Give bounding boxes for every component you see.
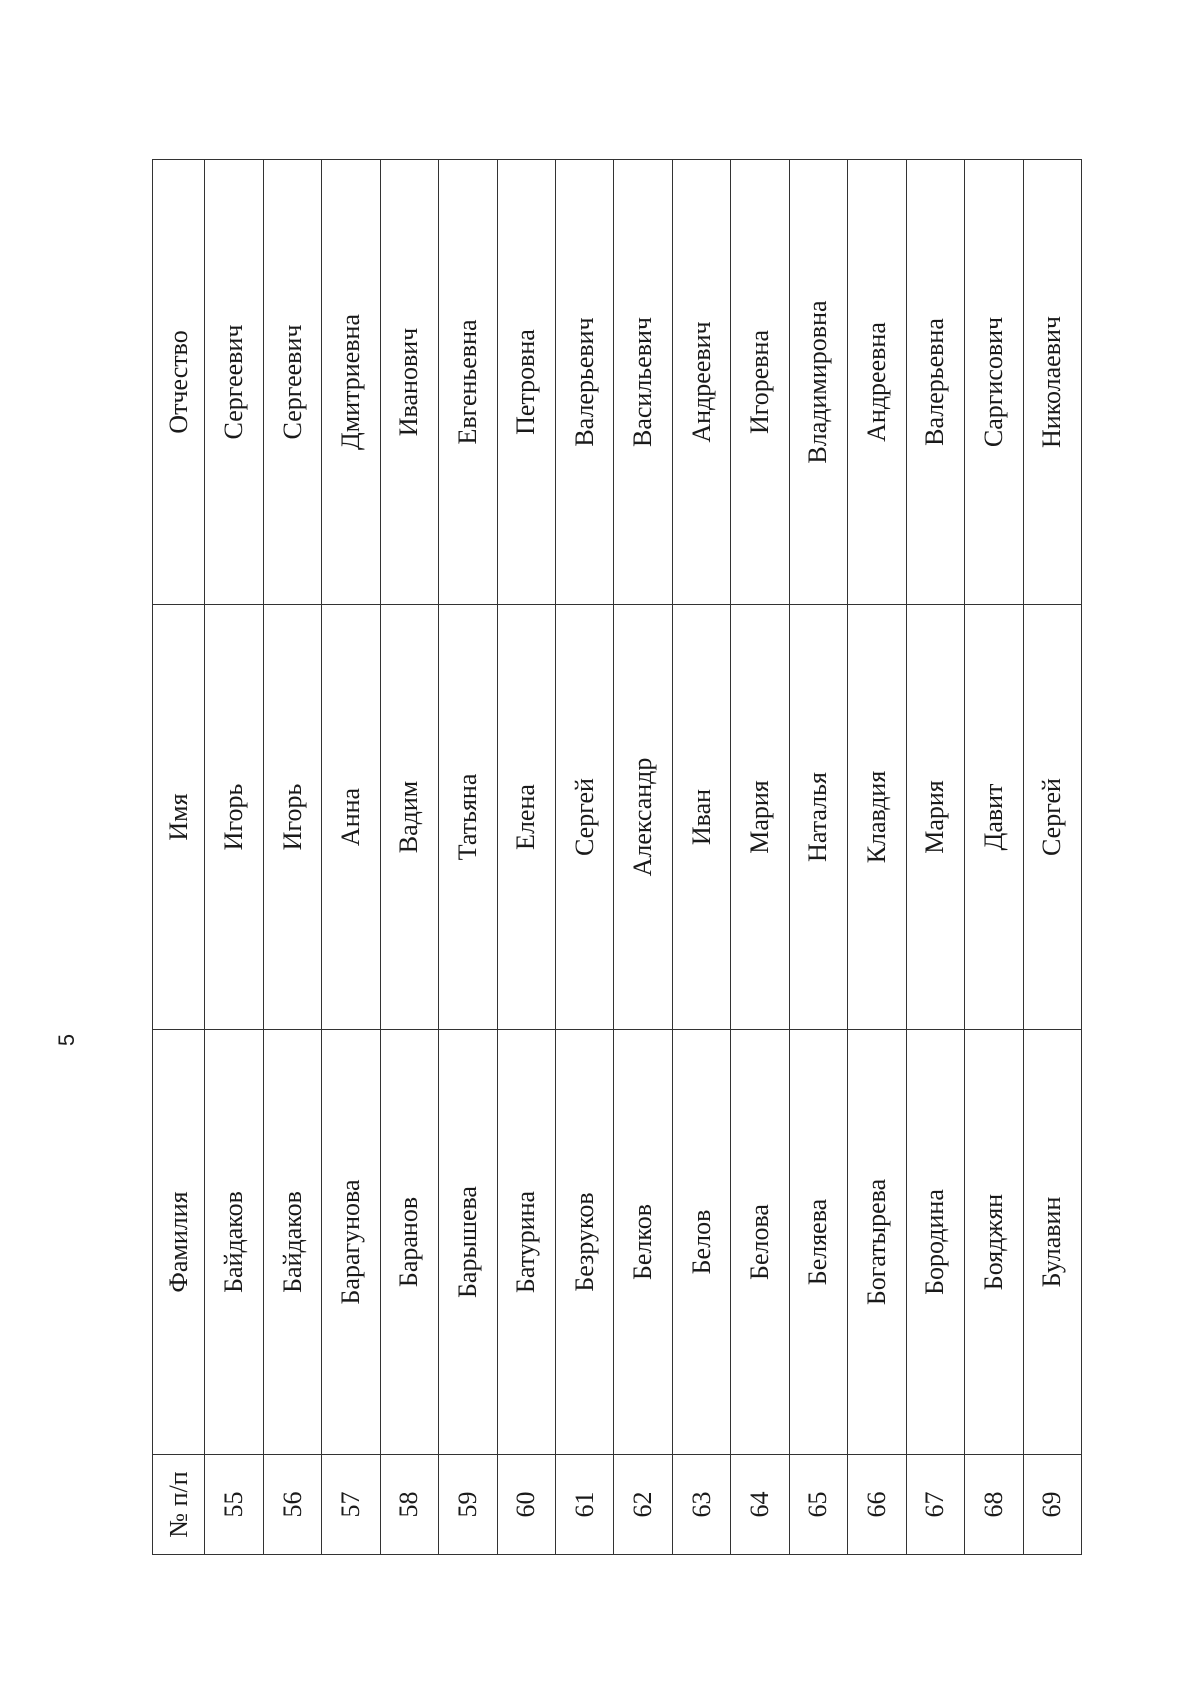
- cell-number: 64: [731, 1455, 789, 1555]
- cell-middle-name: Дмитриевна: [322, 160, 380, 605]
- table-row: [789, 160, 847, 1555]
- cell-middle-name: Андреевна: [848, 160, 906, 605]
- header-number: № п/п: [153, 1455, 205, 1555]
- header-middle-name: Отчество: [153, 160, 205, 605]
- cell-number: 67: [906, 1455, 964, 1555]
- cell-last-name: Баранов: [380, 1030, 438, 1455]
- cell-last-name: Бояджян: [965, 1030, 1023, 1455]
- cell-last-name: Беляева: [789, 1030, 847, 1455]
- table-header-row: [153, 160, 205, 1555]
- cell-number: 65: [789, 1455, 847, 1555]
- cell-number: 59: [439, 1455, 497, 1555]
- cell-first-name: Наталья: [789, 605, 847, 1030]
- cell-middle-name: Владимировна: [789, 160, 847, 605]
- cell-middle-name: Саргисович: [965, 160, 1023, 605]
- table-row: [672, 160, 730, 1555]
- table-row: [263, 160, 321, 1555]
- cell-first-name: Игорь: [263, 605, 321, 1030]
- cell-last-name: Бородина: [906, 1030, 964, 1455]
- table-row: [439, 160, 497, 1555]
- table-row: [906, 160, 964, 1555]
- cell-last-name: Барышева: [439, 1030, 497, 1455]
- cell-number: 57: [322, 1455, 380, 1555]
- table-row: [205, 160, 263, 1555]
- roster-table-container: [152, 160, 1082, 1555]
- cell-last-name: Богатырева: [848, 1030, 906, 1455]
- cell-number: 66: [848, 1455, 906, 1555]
- page-number: 5: [54, 1033, 79, 1047]
- table-row: [848, 160, 906, 1555]
- table-row: [1023, 160, 1081, 1555]
- cell-number: 63: [672, 1455, 730, 1555]
- cell-last-name: Байдаков: [263, 1030, 321, 1455]
- cell-middle-name: Петровна: [497, 160, 555, 605]
- cell-number: 58: [380, 1455, 438, 1555]
- cell-middle-name: Николаевич: [1023, 160, 1081, 605]
- cell-number: 61: [556, 1455, 614, 1555]
- header-first-name: Имя: [153, 605, 205, 1030]
- cell-middle-name: Сергеевич: [205, 160, 263, 605]
- table-row: [380, 160, 438, 1555]
- cell-last-name: Белов: [672, 1030, 730, 1455]
- cell-number: 68: [965, 1455, 1023, 1555]
- cell-middle-name: Валерьевич: [556, 160, 614, 605]
- cell-middle-name: Васильевич: [614, 160, 672, 605]
- cell-first-name: Анна: [322, 605, 380, 1030]
- cell-first-name: Елена: [497, 605, 555, 1030]
- cell-number: 55: [205, 1455, 263, 1555]
- table-row: [614, 160, 672, 1555]
- cell-last-name: Белова: [731, 1030, 789, 1455]
- cell-first-name: Давит: [965, 605, 1023, 1030]
- cell-last-name: Батурина: [497, 1030, 555, 1455]
- cell-last-name: Барагунова: [322, 1030, 380, 1455]
- cell-first-name: Мария: [731, 605, 789, 1030]
- cell-last-name: Безруков: [556, 1030, 614, 1455]
- table-row: [965, 160, 1023, 1555]
- cell-middle-name: Андреевич: [672, 160, 730, 605]
- table-row: [497, 160, 555, 1555]
- cell-first-name: Вадим: [380, 605, 438, 1030]
- table-row: [322, 160, 380, 1555]
- cell-first-name: Иван: [672, 605, 730, 1030]
- cell-first-name: Сергей: [556, 605, 614, 1030]
- cell-first-name: Сергей: [1023, 605, 1081, 1030]
- cell-first-name: Клавдия: [848, 605, 906, 1030]
- cell-first-name: Мария: [906, 605, 964, 1030]
- cell-first-name: Александр: [614, 605, 672, 1030]
- cell-first-name: Игорь: [205, 605, 263, 1030]
- cell-last-name: Булавин: [1023, 1030, 1081, 1455]
- table-row: [731, 160, 789, 1555]
- cell-last-name: Белков: [614, 1030, 672, 1455]
- cell-number: 56: [263, 1455, 321, 1555]
- table-row: [556, 160, 614, 1555]
- cell-middle-name: Сергеевич: [263, 160, 321, 605]
- cell-middle-name: Валерьевна: [906, 160, 964, 605]
- cell-first-name: Татьяна: [439, 605, 497, 1030]
- header-last-name: Фамилия: [153, 1030, 205, 1455]
- roster-table: [152, 159, 1082, 1555]
- cell-number: 62: [614, 1455, 672, 1555]
- cell-number: 60: [497, 1455, 555, 1555]
- cell-last-name: Байдаков: [205, 1030, 263, 1455]
- cell-middle-name: Иванович: [380, 160, 438, 605]
- cell-middle-name: Евгеньевна: [439, 160, 497, 605]
- cell-number: 69: [1023, 1455, 1081, 1555]
- cell-middle-name: Игоревна: [731, 160, 789, 605]
